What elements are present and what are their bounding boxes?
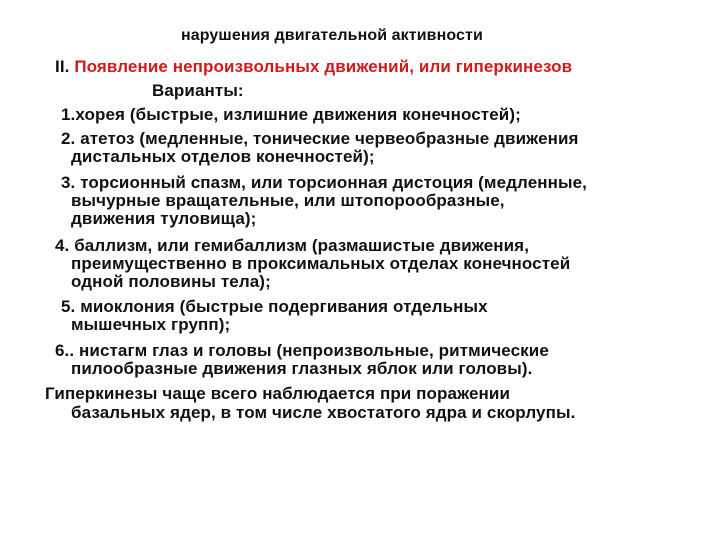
section-heading — [55, 57, 572, 77]
slide-title: нарушения двигательной активности — [181, 27, 483, 44]
list-item-1-line-1: 1.хорея (быстрые, излишние движения конечностей); — [61, 105, 521, 124]
section-number: II. — [55, 57, 70, 76]
list-item-4-line-3: одной половины тела); — [71, 272, 271, 291]
conclusion-line-2: базальных ядер, в том числе хвостатого ядра и скорлупы. — [71, 403, 576, 422]
list-item-4-line-2: преимущественно в проксимальных отделах конечностей — [71, 254, 571, 273]
list-item-2-line-2: дистальных отделов конечностей); — [71, 147, 375, 166]
list-item-6-line-2: пилообразные движения глазных яблок или головы). — [71, 359, 533, 378]
list-item-3-line-1: 3. торсионный спазм, или торсионная дистоция (медленные, — [61, 173, 588, 192]
list-item-4-line-1: 4. баллизм, или гемибаллизм (размашистые движения, — [55, 236, 530, 255]
list-item-5-line-1: 5. миоклония (быстрые подергивания отдельных — [61, 297, 488, 316]
list-item-3-line-3: движения туловища); — [71, 209, 257, 228]
list-item-5-line-2: мышечных групп); — [71, 315, 231, 334]
conclusion-line-1: Гиперкинезы чаще всего наблюдается при поражении — [45, 384, 511, 403]
variants-label: Варианты: — [152, 81, 244, 100]
section-heading-text: Появление непроизвольных движений, или гиперкинезов — [74, 57, 573, 76]
list-item-2-line-1: 2. атетоз (медленные, тонические червеобразные движения — [61, 129, 579, 148]
list-item-3-line-2: вычурные вращательные, или штопорообразные, — [71, 191, 505, 210]
list-item-6-line-1: 6.. нистагм глаз и головы (непроизвольные, ритмические — [55, 341, 549, 360]
